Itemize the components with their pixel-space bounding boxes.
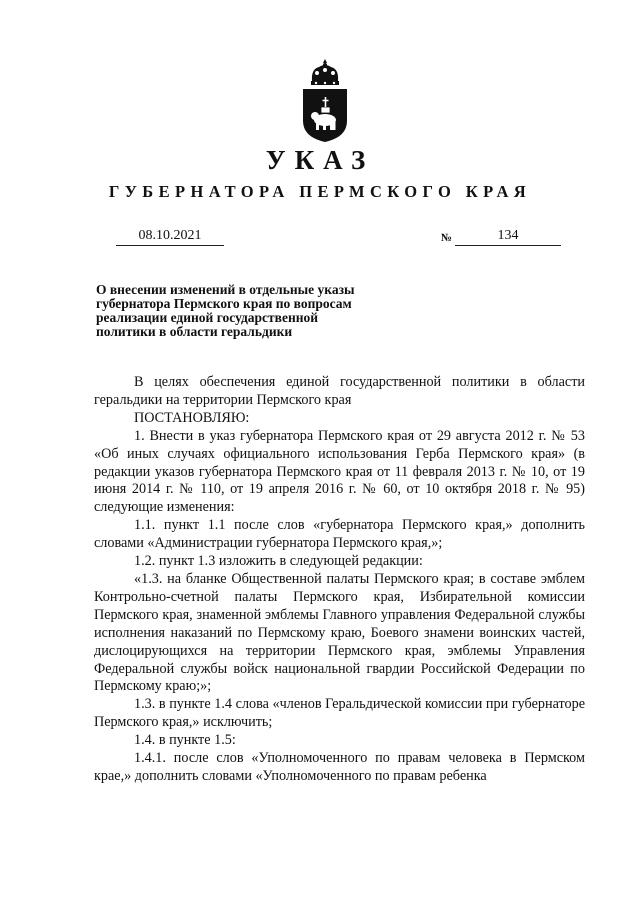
body-paragraph: 1.4.1. после слов «Уполномоченного по правам человека в Пермском крае,» дополнить словами «Уполномоченного по правам ребенка (94, 750, 585, 784)
decree-subject (96, 283, 396, 339)
body-paragraph: 1.1. пункт 1.1 после слов «губернатора Пермского края,» дополнить словами «Администрации губернатора Пермского края,»; (94, 517, 585, 552)
subject-line: О внесении изменений в отдельные указы (96, 282, 355, 297)
crown-icon (311, 59, 339, 85)
document-title: УКАЗ (265, 145, 375, 175)
body-paragraph: «1.3. на бланке Общественной палаты Пермского края; в составе эмблем Контрольно-счетной палаты Пермского края, Избирательной комиссии Пермского края, знаменной эмблемы Главного управления Федеральной службы исполнения наказаний по Пермскому краю, Боевого знамени воинских частей, дислоцирующихся на территории Пермского края, эмблемы Управления Федеральной службы войск национальной гвардии Российской Федерации по Пермскому краю;»; (94, 570, 585, 695)
body-paragraph: В целях обеспечения единой государственной политики в области геральдики на территории Пермского края (94, 374, 585, 408)
decree-number: 134 (455, 227, 561, 246)
body-paragraph: 1. Внести в указ губернатора Пермского края от 29 августа 2012 г. № 53 «Об иных случаях официального использования Герба Пермского края» (в редакции указов губернатора Пермского края от 11 февраля 2013 г. № 10, от 19 июня 2014 г. № 110, от 19 апреля 2016 г. № 60, от 10 октября 2018 г. № 95) следующие изменения: (94, 427, 585, 516)
document-subtitle: ГУБЕРНАТОРА ПЕРМСКОГО КРАЯ (108, 182, 532, 201)
decree-body (94, 374, 585, 786)
decree-date: 08.10.2021 (116, 227, 224, 246)
number-label: № (441, 232, 453, 244)
body-paragraph: 1.3. в пункте 1.4 слова «членов Геральдической комиссии при губернаторе Пермского края,» исключить; (94, 696, 585, 731)
subject-line: губернатора Пермского края по вопросам (96, 296, 352, 311)
perm-coat-of-arms-emblem (297, 57, 353, 143)
body-paragraph: 1.2. пункт 1.3 изложить в следующей редакции: (134, 553, 423, 570)
body-paragraph: 1.4. в пункте 1.5: (134, 732, 236, 749)
body-paragraph: ПОСТАНОВЛЯЮ: (134, 409, 250, 426)
subject-line: реализации единой государственной (96, 310, 319, 325)
subject-line: политики в области геральдики (96, 324, 293, 339)
